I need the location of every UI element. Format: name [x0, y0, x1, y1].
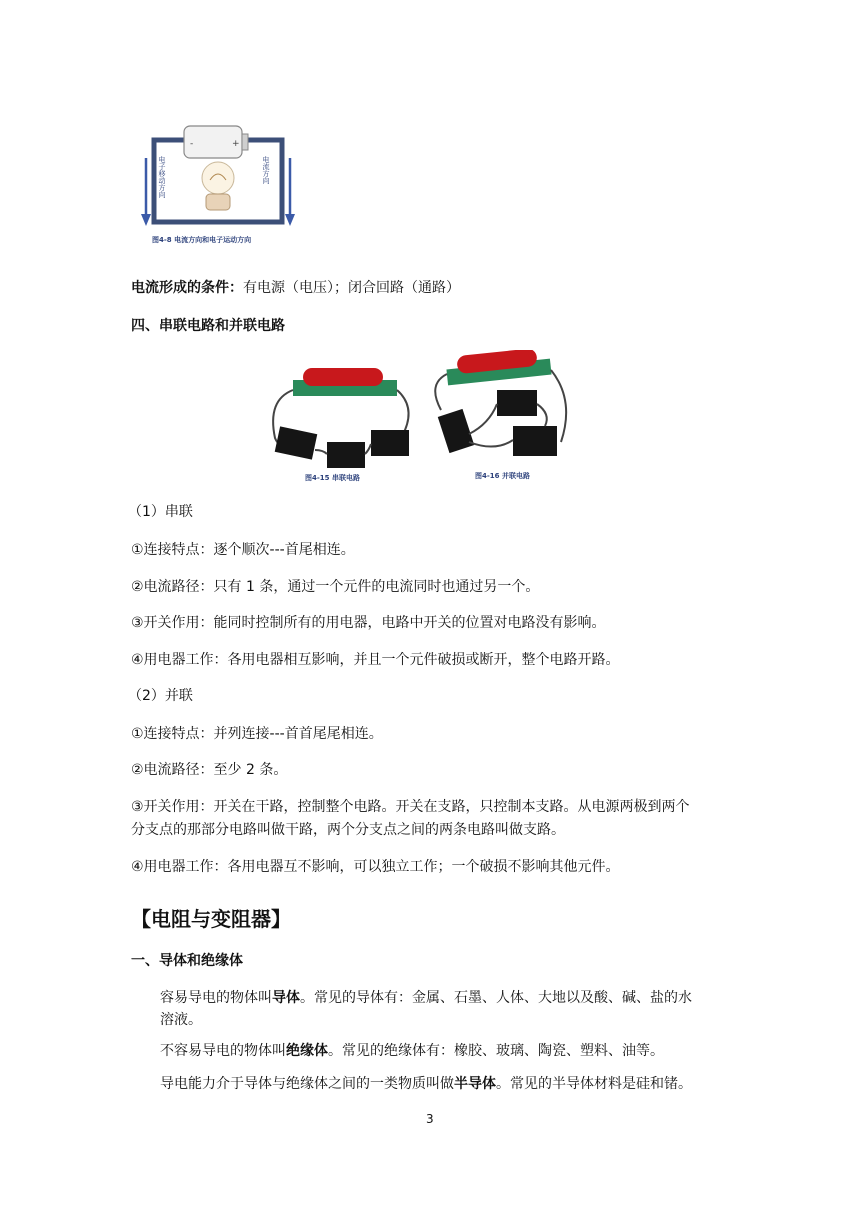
semiconductor-paragraph: [160, 1074, 692, 1094]
semiconductor-term: 半导体: [454, 1076, 496, 1092]
series-item: ③开关作用：能同时控制所有的用电器，电路中开关的位置对电路没有影响。: [131, 615, 606, 631]
parallel-item: ③开关作用：开关在干路，控制整个电路。开关在支路，只控制本支路。从电源两极到两个: [131, 799, 690, 815]
series-item: ①连接特点：逐个顺次---首尾相连。: [131, 542, 355, 558]
series-item: ④用电器工作：各用电器相互影响，并且一个元件破损或断开，整个电路开路。: [131, 652, 620, 668]
figure-caption: 图4-8 电流方向和电子运动方向: [152, 236, 252, 244]
semiconductor-text: 导电能力介于导体与绝缘体之间的一类物质叫做: [160, 1076, 454, 1092]
insulator-term: 绝缘体: [286, 1043, 328, 1059]
plus-sign: +: [232, 139, 240, 149]
subheading-conductors: 一、导体和绝缘体: [131, 953, 243, 969]
current-direction-label: 电流方向: [262, 156, 270, 184]
conductor-paragraph: [160, 988, 692, 1008]
parallel-item: ①连接特点：并列连接---首首尾尾相连。: [131, 726, 383, 742]
current-condition-text: 有电源（电压）；闭合回路（通路）: [243, 280, 460, 296]
minus-sign: -: [190, 139, 194, 149]
insulator-paragraph: [160, 1041, 664, 1061]
conductor-text: 。常见的导体有：金属、石墨、人体、大地以及酸、碱、盐的水: [300, 990, 692, 1006]
parallel-title: （2）并联: [128, 688, 193, 704]
series-title: （1）串联: [128, 504, 193, 520]
electron-direction-label: 电子移动方向: [158, 156, 166, 198]
parallel-caption: 图4-16 并联电路: [475, 472, 530, 480]
parallel-item: ②电流路径：至少 2 条。: [131, 762, 288, 778]
heading-series-parallel: 四、串联电路和并联电路: [131, 318, 285, 334]
conductor-text: 容易导电的物体叫: [160, 990, 272, 1006]
section-title: 【电阻与变阻器】: [131, 907, 291, 931]
current-condition-label: 电流形成的条件：: [131, 280, 243, 296]
semiconductor-text: 。常见的半导体材料是硅和锗。: [496, 1076, 692, 1092]
parallel-item: ④用电器工作：各用电器互不影响，可以独立工作；一个破损不影响其他元件。: [131, 859, 620, 875]
current-condition: [131, 278, 460, 298]
insulator-text: 不容易导电的物体叫: [160, 1043, 286, 1059]
parallel-item-continued: 分支点的那部分电路叫做干路，两个分支点之间的两条电路叫做支路。: [131, 822, 565, 838]
series-parallel-figure: [265, 350, 585, 486]
current-direction-figure: [140, 118, 300, 248]
conductor-term: 导体: [272, 990, 300, 1006]
series-item: ②电流路径：只有 1 条，通过一个元件的电流同时也通过另一个。: [131, 579, 540, 595]
insulator-text: 。常见的绝缘体有：橡胶、玻璃、陶瓷、塑料、油等。: [328, 1043, 664, 1059]
conductor-paragraph-line2: 溶液。: [160, 1012, 202, 1028]
series-caption: 图4-15 串联电路: [305, 474, 360, 482]
page-number: 3: [426, 1112, 434, 1126]
